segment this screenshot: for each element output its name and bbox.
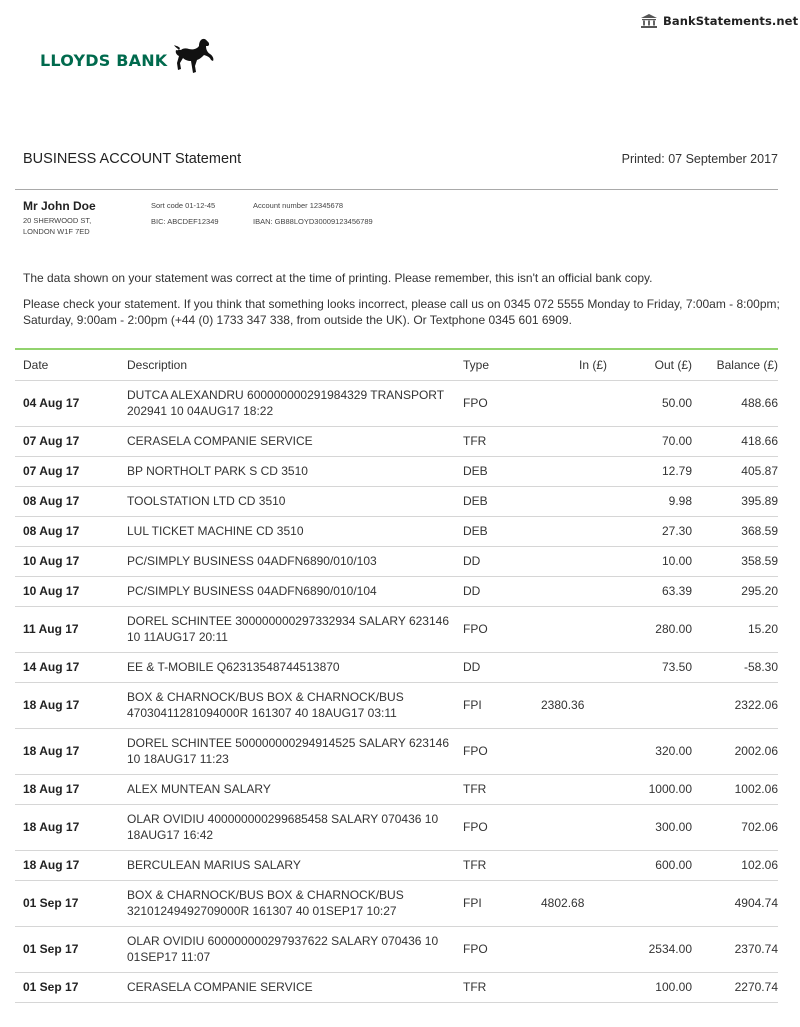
row-description-line1: PC/SIMPLY BUSINESS 04ADFN6890/010/103 bbox=[127, 554, 377, 568]
table-row bbox=[15, 652, 778, 682]
row-description bbox=[125, 456, 463, 486]
row-balance: 395.89 bbox=[692, 486, 778, 516]
row-in: 2380.36 bbox=[533, 682, 607, 728]
row-description-line1: BERCULEAN MARIUS SALARY bbox=[127, 858, 301, 872]
row-type: DEB bbox=[463, 456, 533, 486]
row-description-line1: ALEX MUNTEAN SALARY bbox=[127, 782, 271, 796]
printed-date: Printed: 07 September 2017 bbox=[621, 152, 778, 166]
row-date: 01 Sep 17 bbox=[15, 972, 125, 1002]
row-out: 1000.00 bbox=[607, 774, 692, 804]
row-balance: 418.66 bbox=[692, 426, 778, 456]
row-in bbox=[533, 850, 607, 880]
row-date: 18 Aug 17 bbox=[15, 850, 125, 880]
row-balance: 15.20 bbox=[692, 606, 778, 652]
row-balance: 295.20 bbox=[692, 576, 778, 606]
table-row bbox=[15, 606, 778, 652]
row-description-line1: OLAR OVIDIU 400000000299685458 SALARY 070436 10 bbox=[127, 812, 439, 826]
customer-address-line1: 20 SHERWOOD ST, bbox=[23, 216, 92, 225]
col-header-in: In (£) bbox=[533, 350, 607, 380]
row-date: 04 Aug 17 bbox=[15, 380, 125, 426]
row-description-line1: LUL TICKET MACHINE CD 3510 bbox=[127, 524, 304, 538]
row-description-line2: 18AUG17 16:42 bbox=[127, 828, 214, 842]
row-description-line2: 47030411281094000R 161307 40 18AUG17 03:11 bbox=[127, 706, 397, 720]
row-type: DEB bbox=[463, 486, 533, 516]
table-row bbox=[15, 546, 778, 576]
row-type: DD bbox=[463, 546, 533, 576]
row-type: FPO bbox=[463, 728, 533, 774]
row-balance: 2322.06 bbox=[692, 682, 778, 728]
row-type: TFR bbox=[463, 850, 533, 880]
col-header-type: Type bbox=[463, 350, 533, 380]
col-header-date: Date bbox=[15, 350, 125, 380]
row-balance: 2370.74 bbox=[692, 926, 778, 972]
col-header-balance: Balance (£) bbox=[692, 350, 778, 380]
row-description-line2: 32101249492709000R 161307 40 01SEP17 10:27 bbox=[127, 904, 397, 918]
row-description-line1: CERASELA COMPANIE SERVICE bbox=[127, 980, 313, 994]
row-description-line2: 10 11AUG17 20:11 bbox=[127, 630, 228, 644]
table-row bbox=[15, 576, 778, 606]
row-description bbox=[125, 546, 463, 576]
table-row bbox=[15, 804, 778, 850]
statement-title: BUSINESS ACCOUNT Statement bbox=[23, 151, 242, 167]
transactions-table bbox=[15, 350, 778, 1003]
row-balance: 2002.06 bbox=[692, 728, 778, 774]
row-date: 08 Aug 17 bbox=[15, 516, 125, 546]
account-numbers bbox=[253, 198, 373, 230]
table-row bbox=[15, 426, 778, 456]
statement-header bbox=[23, 151, 778, 167]
table-row bbox=[15, 972, 778, 1002]
row-description bbox=[125, 880, 463, 926]
watermark bbox=[641, 14, 798, 28]
row-description-line1: TOOLSTATION LTD CD 3510 bbox=[127, 494, 286, 508]
table-row bbox=[15, 880, 778, 926]
customer-details bbox=[23, 199, 96, 237]
row-description-line1: DUTCA ALEXANDRU 600000000291984329 TRANSPORT bbox=[127, 388, 445, 402]
row-date: 08 Aug 17 bbox=[15, 486, 125, 516]
row-out: 320.00 bbox=[607, 728, 692, 774]
row-description bbox=[125, 774, 463, 804]
account-codes bbox=[151, 198, 219, 230]
row-out: 10.00 bbox=[607, 546, 692, 576]
row-description bbox=[125, 652, 463, 682]
row-description-line1: CERASELA COMPANIE SERVICE bbox=[127, 434, 313, 448]
row-out: 50.00 bbox=[607, 380, 692, 426]
table-header-row bbox=[15, 350, 778, 380]
row-type: FPI bbox=[463, 682, 533, 728]
row-in bbox=[533, 456, 607, 486]
row-type: DD bbox=[463, 652, 533, 682]
table-row bbox=[15, 486, 778, 516]
row-type: DEB bbox=[463, 516, 533, 546]
row-in bbox=[533, 516, 607, 546]
row-date: 07 Aug 17 bbox=[15, 426, 125, 456]
row-date: 07 Aug 17 bbox=[15, 456, 125, 486]
row-description bbox=[125, 972, 463, 1002]
row-date: 11 Aug 17 bbox=[15, 606, 125, 652]
row-description-line1: DOREL SCHINTEE 500000000294914525 SALARY 623146 bbox=[127, 736, 450, 750]
notice-contact: Please check your statement. If you think that something looks incorrect, please call us on 0345 072 5555 Monday to Friday, 7:00am - 8:00pm; Saturday, 9:00am - 2:00pm (+44 (0) 1733 347 338, from outside the UK). Or Textphone 0345 601 6909. bbox=[23, 297, 780, 327]
row-out: 280.00 bbox=[607, 606, 692, 652]
table-row bbox=[15, 380, 778, 426]
row-description-line1: EE & T-MOBILE Q62313548744513870 bbox=[127, 660, 340, 674]
bic: BIC: ABCDEF12349 bbox=[151, 217, 219, 226]
row-in: 4802.68 bbox=[533, 880, 607, 926]
notice-accuracy: The data shown on your statement was correct at the time of printing. Please remember, this isn't an official bank copy. bbox=[23, 271, 653, 285]
account-number: Account number 12345678 bbox=[253, 201, 344, 210]
row-balance: 2270.74 bbox=[692, 972, 778, 1002]
row-date: 01 Sep 17 bbox=[15, 880, 125, 926]
row-description-line2: 10 18AUG17 11:23 bbox=[127, 752, 229, 766]
row-balance: 405.87 bbox=[692, 456, 778, 486]
row-out: 70.00 bbox=[607, 426, 692, 456]
row-description bbox=[125, 516, 463, 546]
table-row bbox=[15, 682, 778, 728]
row-type: FPO bbox=[463, 804, 533, 850]
row-description-line1: BP NORTHOLT PARK S CD 3510 bbox=[127, 464, 308, 478]
row-description bbox=[125, 486, 463, 516]
row-description bbox=[125, 682, 463, 728]
row-balance: 368.59 bbox=[692, 516, 778, 546]
table-row bbox=[15, 774, 778, 804]
row-in bbox=[533, 926, 607, 972]
row-description bbox=[125, 850, 463, 880]
customer-address-line2: LONDON W1F 7ED bbox=[23, 227, 90, 236]
row-in bbox=[533, 804, 607, 850]
row-out: 27.30 bbox=[607, 516, 692, 546]
row-in bbox=[533, 728, 607, 774]
row-in bbox=[533, 380, 607, 426]
row-type: FPO bbox=[463, 380, 533, 426]
row-out bbox=[607, 880, 692, 926]
row-date: 10 Aug 17 bbox=[15, 546, 125, 576]
row-balance: 4904.74 bbox=[692, 880, 778, 926]
table-row bbox=[15, 516, 778, 546]
row-in bbox=[533, 972, 607, 1002]
row-type: TFR bbox=[463, 426, 533, 456]
row-type: DD bbox=[463, 576, 533, 606]
row-description-line1: OLAR OVIDIU 600000000297937622 SALARY 070436 10 bbox=[127, 934, 439, 948]
row-date: 10 Aug 17 bbox=[15, 576, 125, 606]
sort-code: Sort code 01-12-45 bbox=[151, 201, 216, 210]
row-balance: 102.06 bbox=[692, 850, 778, 880]
row-description bbox=[125, 426, 463, 456]
row-type: FPI bbox=[463, 880, 533, 926]
row-type: TFR bbox=[463, 972, 533, 1002]
row-description-line1: PC/SIMPLY BUSINESS 04ADFN6890/010/104 bbox=[127, 584, 377, 598]
row-balance: 488.66 bbox=[692, 380, 778, 426]
row-balance: 358.59 bbox=[692, 546, 778, 576]
row-date: 18 Aug 17 bbox=[15, 682, 125, 728]
row-type: TFR bbox=[463, 774, 533, 804]
logo-text: LLOYDS BANK bbox=[40, 50, 168, 70]
row-date: 18 Aug 17 bbox=[15, 728, 125, 774]
row-out: 12.79 bbox=[607, 456, 692, 486]
row-in bbox=[533, 576, 607, 606]
row-out bbox=[607, 682, 692, 728]
row-description bbox=[125, 380, 463, 426]
table-row bbox=[15, 850, 778, 880]
row-in bbox=[533, 606, 607, 652]
row-out: 2534.00 bbox=[607, 926, 692, 972]
row-description bbox=[125, 606, 463, 652]
header-divider bbox=[15, 189, 778, 190]
row-in bbox=[533, 652, 607, 682]
row-balance: 1002.06 bbox=[692, 774, 778, 804]
customer-name: Mr John Doe bbox=[23, 199, 96, 213]
table-row bbox=[15, 926, 778, 972]
table-row bbox=[15, 728, 778, 774]
row-description-line2: 01SEP17 11:07 bbox=[127, 950, 211, 964]
row-description bbox=[125, 728, 463, 774]
row-in bbox=[533, 426, 607, 456]
row-balance: -58.30 bbox=[692, 652, 778, 682]
row-out: 100.00 bbox=[607, 972, 692, 1002]
row-out: 73.50 bbox=[607, 652, 692, 682]
lloyds-bank-logo bbox=[40, 44, 215, 76]
table-row bbox=[15, 456, 778, 486]
row-out: 63.39 bbox=[607, 576, 692, 606]
col-header-out: Out (£) bbox=[607, 350, 692, 380]
row-date: 18 Aug 17 bbox=[15, 774, 125, 804]
row-description-line1: BOX & CHARNOCK/BUS BOX & CHARNOCK/BUS bbox=[127, 888, 404, 902]
row-date: 14 Aug 17 bbox=[15, 652, 125, 682]
row-description-line1: BOX & CHARNOCK/BUS BOX & CHARNOCK/BUS bbox=[127, 690, 404, 704]
bank-building-icon bbox=[641, 14, 657, 28]
row-description-line1: DOREL SCHINTEE 300000000297332934 SALARY 623146 bbox=[127, 614, 450, 628]
row-in bbox=[533, 774, 607, 804]
row-out: 600.00 bbox=[607, 850, 692, 880]
row-out: 9.98 bbox=[607, 486, 692, 516]
iban: IBAN: GB88LOYD30009123456789 bbox=[253, 217, 373, 226]
col-header-description: Description bbox=[125, 350, 463, 380]
row-date: 18 Aug 17 bbox=[15, 804, 125, 850]
row-description bbox=[125, 576, 463, 606]
row-type: FPO bbox=[463, 606, 533, 652]
row-in bbox=[533, 486, 607, 516]
watermark-text: BankStatements.net bbox=[663, 14, 799, 28]
row-type: FPO bbox=[463, 926, 533, 972]
row-description-line2: 202941 10 04AUG17 18:22 bbox=[127, 404, 274, 418]
black-horse-icon bbox=[173, 36, 215, 76]
row-balance: 702.06 bbox=[692, 804, 778, 850]
row-description bbox=[125, 926, 463, 972]
row-in bbox=[533, 546, 607, 576]
row-date: 01 Sep 17 bbox=[15, 926, 125, 972]
row-description bbox=[125, 804, 463, 850]
row-out: 300.00 bbox=[607, 804, 692, 850]
